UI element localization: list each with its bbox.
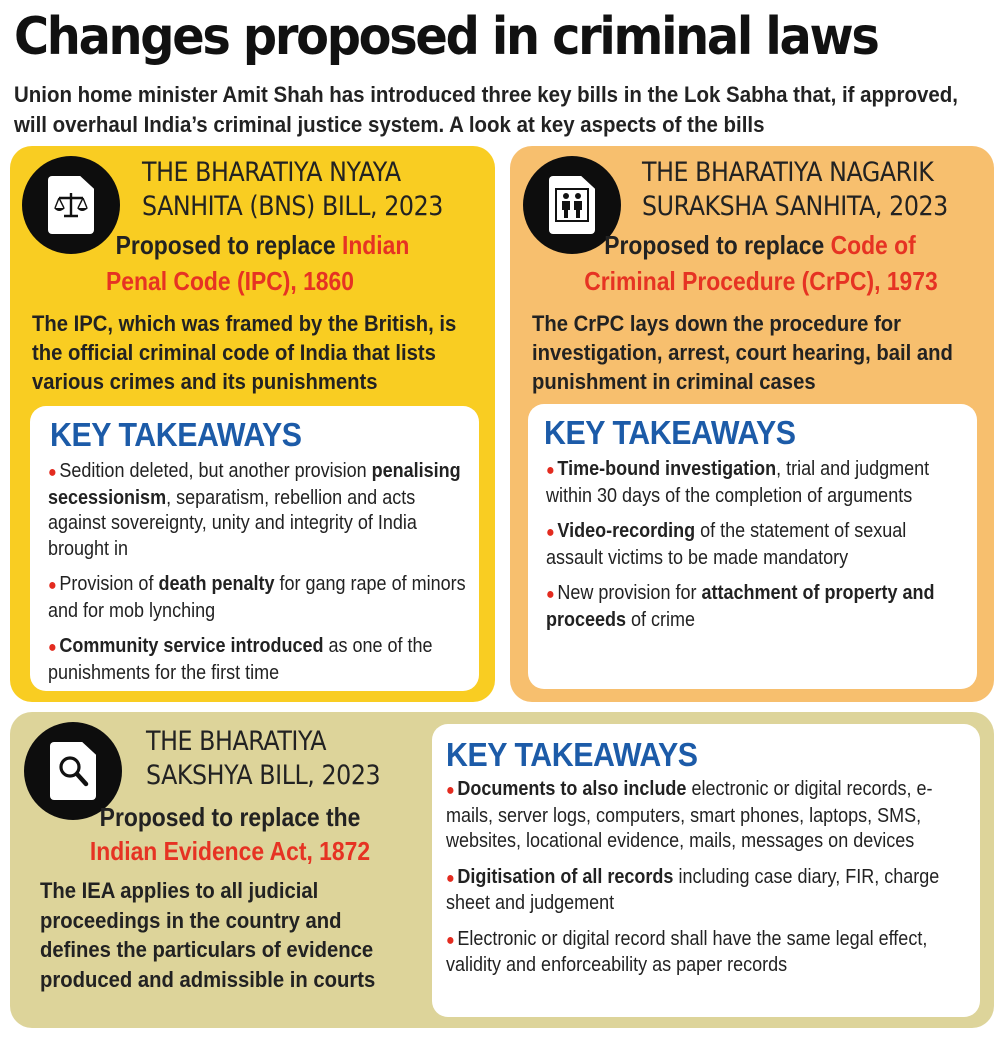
replaced-law-name-cont: Penal Code (IPC), 1860 <box>106 266 354 296</box>
replace-line2 <box>540 264 982 299</box>
bullet-icon: ● <box>446 782 455 799</box>
page-title: Changes proposed in criminal laws <box>14 7 878 67</box>
bullet-icon: ● <box>48 577 57 594</box>
replace-line1 <box>40 228 484 263</box>
replaced-law-name: Code of <box>830 230 916 260</box>
key-takeaways-heading: KEY TAKEAWAYS <box>446 736 698 773</box>
key-takeaways-card <box>30 406 479 691</box>
bill-name-line1: THE BHARATIYA NYAYA <box>142 157 401 188</box>
list-item: ● Electronic or digital record shall have the same legal effect, validity and enforceability as paper records <box>446 927 928 976</box>
key-takeaways-card <box>528 404 977 689</box>
law-description: The IPC, which was framed by the British, is the official criminal code of India that lists various crimes and its punishments <box>32 311 457 394</box>
list-item: ● Provision of death penalty for gang rape of minors and for mob lynching <box>48 573 466 622</box>
replace-prefix: Proposed to replace <box>604 230 831 260</box>
bullet-icon: ● <box>48 464 57 481</box>
bill-name-line2: SURAKSHA SANHITA, 2023 <box>642 191 948 222</box>
list-item: ● Time-bound investigation, trial and judgment within 30 days of the completion of arguments <box>546 458 930 507</box>
key-takeaways-heading: KEY TAKEAWAYS <box>50 416 302 453</box>
bullet-icon: ● <box>546 586 555 603</box>
bullet-icon: ● <box>446 869 455 887</box>
law-description: The CrPC lays down the procedure for investigation, arrest, court hearing, bail and punishment in criminal cases <box>532 311 953 394</box>
key-takeaways-list <box>446 777 964 989</box>
key-takeaways-list <box>48 459 467 696</box>
replaced-law-name: Indian <box>341 230 410 260</box>
list-item: ● Documents to also include electronic or digital records, e-mails, server logs, computers, smart phones, laptops, SMS, websites, locational evidence, mails, messages on devices <box>446 778 933 852</box>
list-item: ● New provision for attachment of property and proceeds of crime <box>546 582 935 631</box>
law-description: The IEA applies to all judicial proceedings in the country and defines the particulars of evidence produced and admissible in courts <box>40 878 376 992</box>
replaced-law-name-cont: Criminal Procedure (CrPC), 1973 <box>584 266 938 296</box>
bullet-icon: ● <box>546 524 555 541</box>
replaced-law-name: Indian Evidence Act, 1872 <box>89 836 371 866</box>
key-takeaways-list <box>546 457 951 643</box>
list-item: ● Community service introduced as one of the punishments for the first time <box>48 635 433 684</box>
bullet-icon: ● <box>48 639 57 656</box>
list-item: ● Sedition deleted, but another provision penalising secessionism, separatism, rebellion and acts against sovereignty, unity and integrity of India brought in <box>48 460 461 560</box>
bill-name-line1: THE BHARATIYA NAGARIK <box>642 157 934 188</box>
bnss-bill-panel <box>510 146 994 702</box>
intro-text: Union home minister Amit Shah has introduced three key bills in the Lok Sabha that, if approved, will overhaul India’s criminal justice system. A look at key aspects of the bills <box>14 82 958 137</box>
bullet-icon: ● <box>546 462 555 479</box>
bullet-icon: ● <box>446 931 455 949</box>
replace-line2 <box>36 264 423 299</box>
replace-line2 <box>36 834 423 869</box>
key-takeaways-heading: KEY TAKEAWAYS <box>544 414 796 451</box>
bill-name-line2: SANHITA (BNS) BILL, 2023 <box>142 191 443 222</box>
bill-name-line1: THE BHARATIYA <box>146 726 327 757</box>
list-item: ● Digitisation of all records including case diary, FIR, charge sheet and judgement <box>446 865 940 914</box>
replace-prefix: Proposed to replace <box>115 230 342 260</box>
key-takeaways-card <box>432 724 980 1017</box>
bsb-bill-panel <box>10 712 994 1028</box>
replace-line1: Proposed to replace the <box>99 802 361 832</box>
list-item: ● Video-recording of the statement of sexual assault victims to be made mandatory <box>546 520 907 569</box>
bill-name-line2: SAKSHYA BILL, 2023 <box>146 760 381 791</box>
replace-line1 <box>540 228 980 263</box>
bns-bill-panel <box>10 146 495 702</box>
